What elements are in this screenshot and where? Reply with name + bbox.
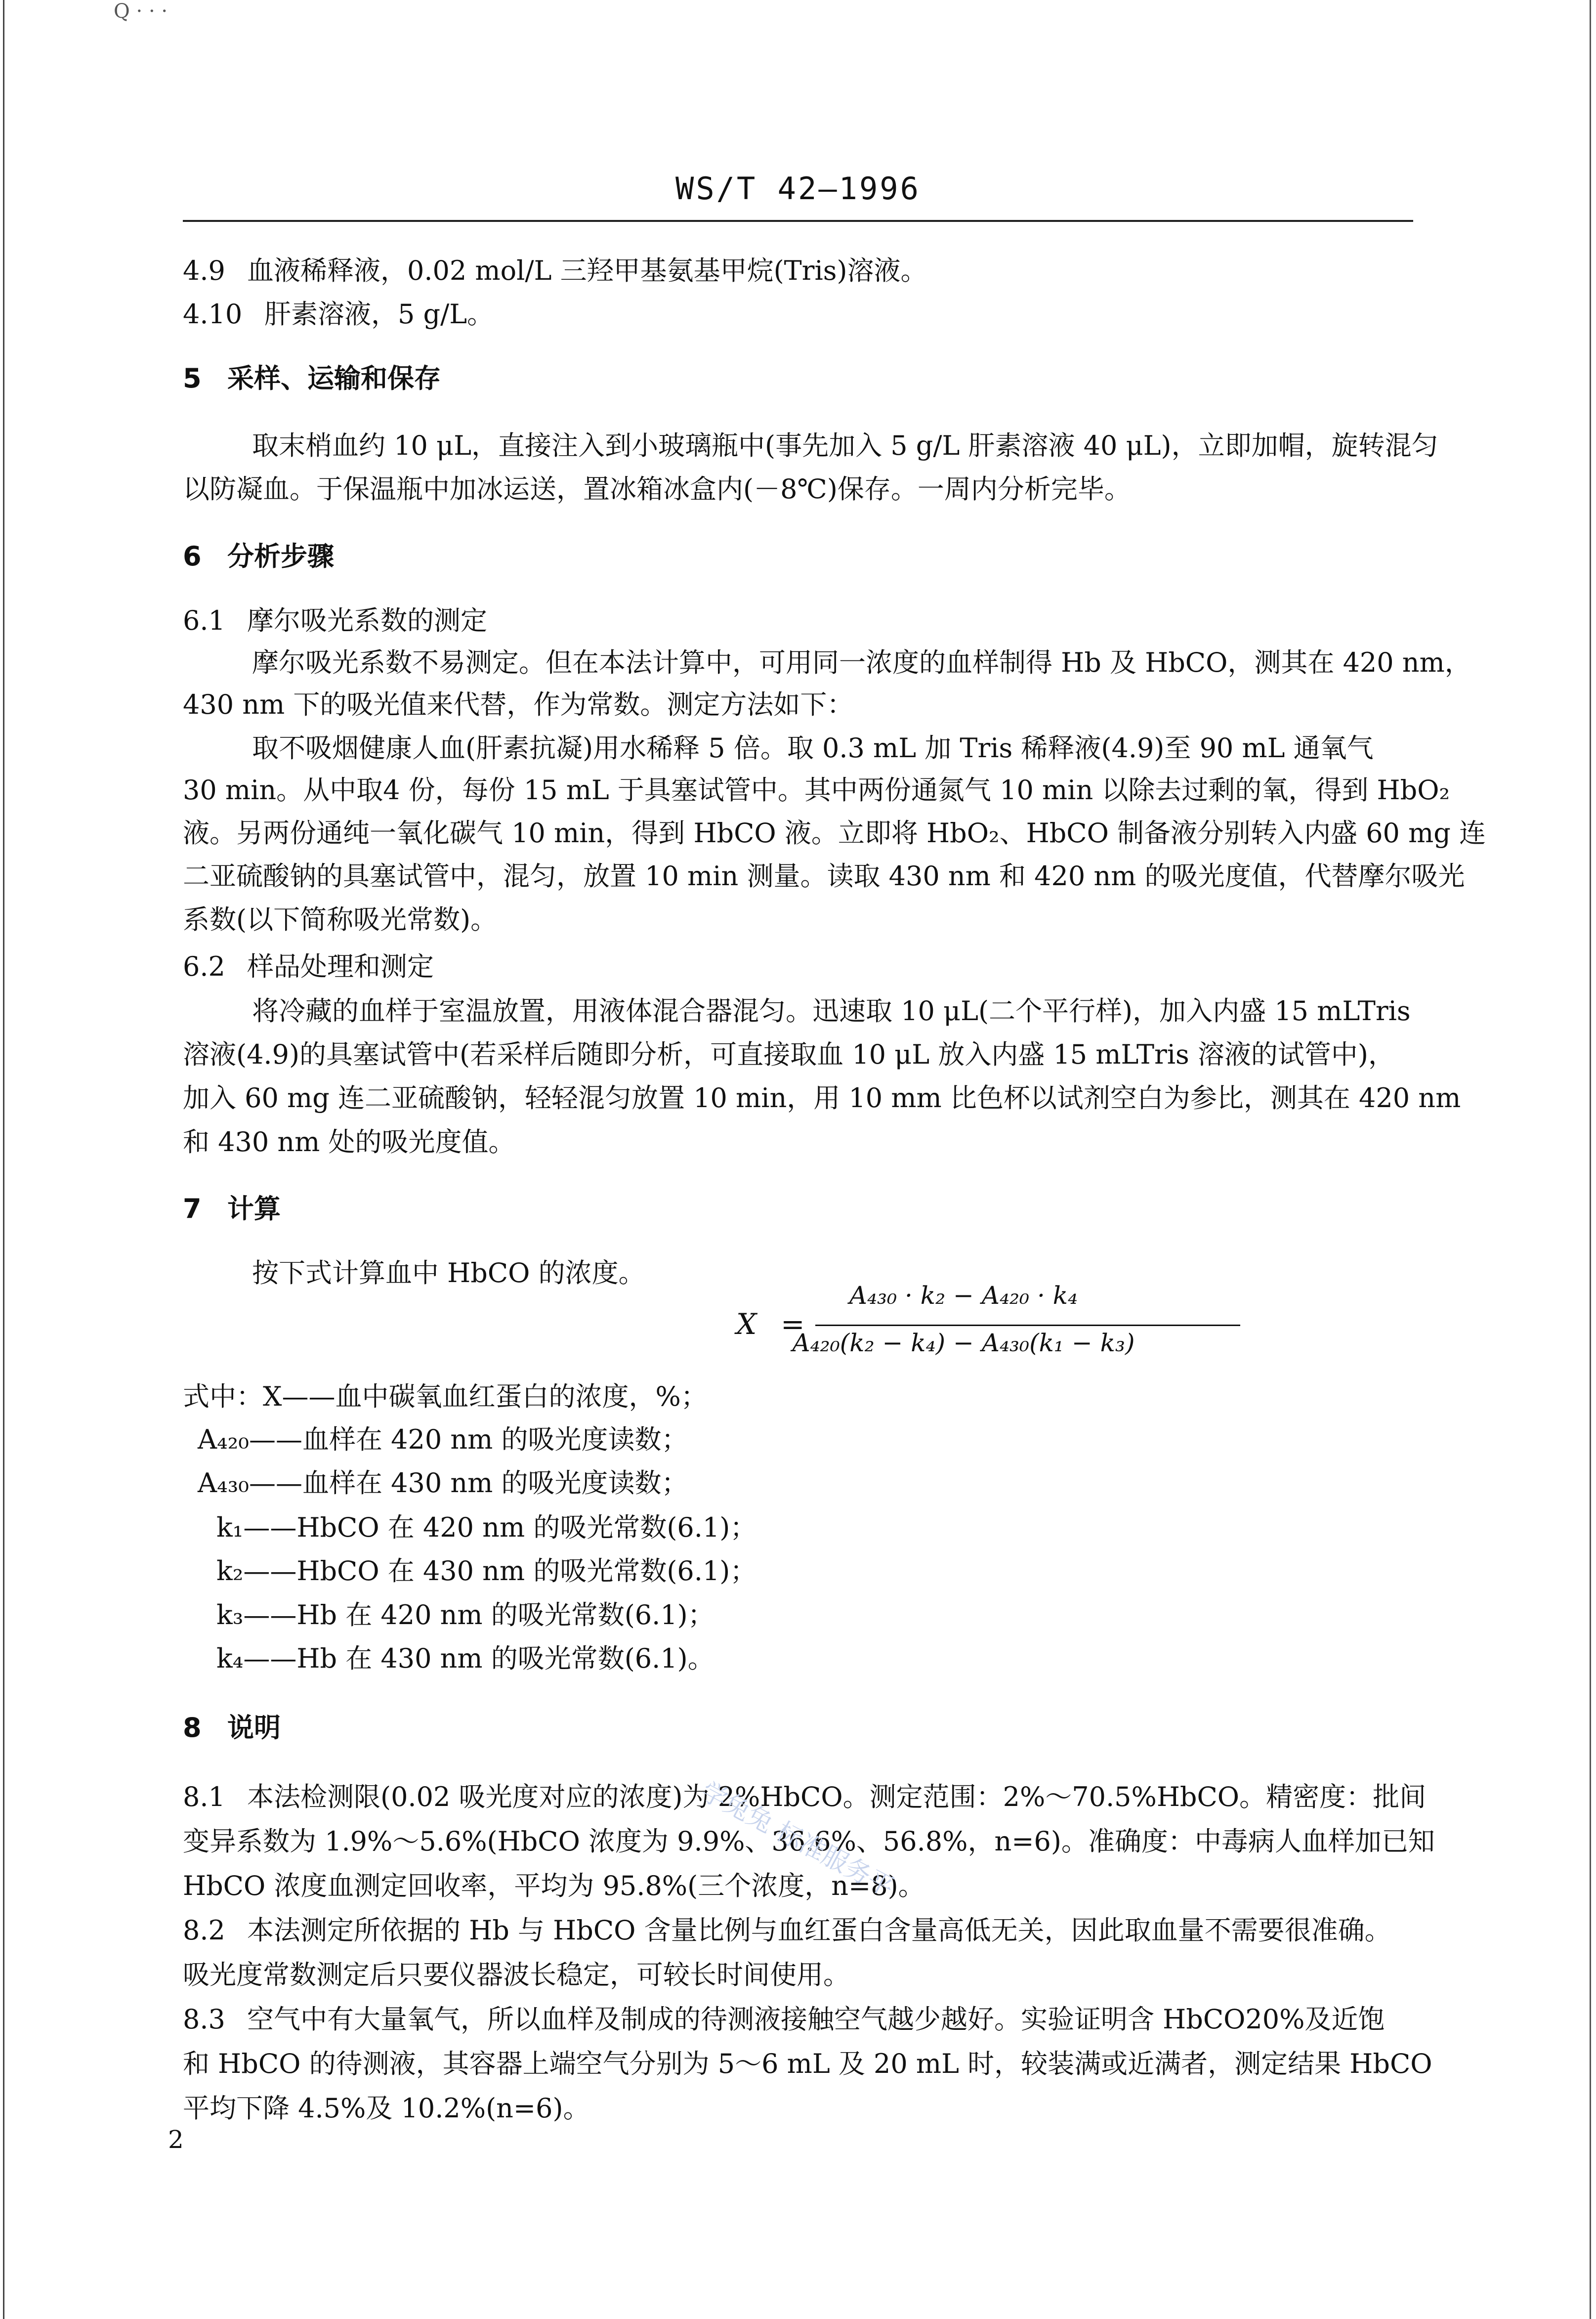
section-8-heading — [183, 1710, 281, 1746]
header-rule — [183, 220, 1413, 222]
hbco-formula — [548, 1281, 1240, 1359]
standard-code-header: WS/T 42—1996 — [675, 171, 921, 207]
paragraph-line: 取不吸烟健康人血(肝素抗凝)用水稀释 5 倍。取 0.3 mL 加 Tris 稀释液(4.9)至 90 mL 通氧气 — [252, 732, 1374, 764]
clause-number: 4.9 — [183, 255, 225, 286]
clause-number: 6.2 — [183, 951, 225, 982]
paragraph-line: 液。另两份通纯一氧化碳气 10 min，得到 HbCO 液。立即将 HbO₂、HbCO 制备液分别转入内盛 60 mg 连 — [183, 817, 1486, 849]
clause-text: 肝素溶液，5 g/L。 — [264, 299, 494, 330]
paragraph-line: 和 HbCO 的待测液，其容器上端空气分别为 5～6 mL 及 20 mL 时，较装满或近满者，测定结果 HbCO — [183, 2048, 1432, 2079]
where-line: k₂——HbCO 在 430 nm 的吸光常数(6.1)； — [216, 1555, 757, 1587]
paragraph-line: 摩尔吸光系数不易测定。但在本法计算中，可用同一浓度的血样制得 Hb 及 HbCO，测其在 420 nm， — [252, 647, 1471, 678]
scan-edge-line-left — [3, 0, 4, 2319]
paragraph-line: 430 nm 下的吸光值来代替，作为常数。测定方法如下： — [183, 689, 854, 720]
clause-number: 6.1 — [183, 605, 225, 636]
paragraph-line: 30 min。从中取4 份，每份 15 mL 于具塞试管中。其中两份通氮气 10 min 以除去过剩的氧，得到 HbO₂ — [183, 774, 1450, 806]
section-title: 分析步骤 — [227, 541, 334, 572]
fraction-bar — [815, 1325, 1240, 1326]
clause-4-9 — [183, 253, 927, 289]
formula-denominator: A₄₂₀(k₂ − k₄) − A₄₃₀(k₁ − k₃) — [792, 1329, 1135, 1357]
clause-title: 摩尔吸光系数的测定 — [247, 605, 487, 636]
where-line: A₄₃₀——血样在 430 nm 的吸光度读数； — [198, 1467, 688, 1499]
formula-numerator: A₄₃₀ · k₂ − A₄₂₀ · k₄ — [849, 1281, 1078, 1310]
clause-text: 空气中有大量氧气，所以血样及制成的待测液接触空气越少越好。实验证明含 HbCO20%及近饱 — [247, 2004, 1385, 2035]
section-number: 8 — [183, 1712, 202, 1743]
section-5-heading — [183, 361, 441, 396]
clause-8-2 — [183, 1913, 1391, 1948]
paragraph-line: 变异系数为 1.9%～5.6%(HbCO 浓度为 9.9%、36.6%、56.8%，n=6)。准确度：中毒病人血样加已知 — [183, 1826, 1435, 1857]
where-line: A₄₂₀——血样在 420 nm 的吸光度读数； — [198, 1424, 688, 1455]
clause-number: 8.2 — [183, 1915, 225, 1946]
formula-intro: 按下式计算血中 HbCO 的浓度。 — [252, 1257, 645, 1288]
clause-number: 4.10 — [183, 299, 243, 330]
section-number: 5 — [183, 363, 202, 394]
paragraph-line: 加入 60 mg 连二亚硫酸钠，轻轻混匀放置 10 min，用 10 mm 比色杯以试剂空白为参比，测其在 420 nm — [183, 1082, 1461, 1114]
clause-text: 血液稀释液，0.02 mol/L 三羟甲基氨基甲烷(Tris)溶液。 — [247, 255, 927, 286]
section-number: 7 — [183, 1193, 202, 1224]
clause-text: 本法测定所依据的 Hb 与 HbCO 含量比例与血红蛋白含量高低无关，因此取血量不需要很准确。 — [247, 1915, 1391, 1946]
watermark: 学兔兔 标准服务平 — [696, 1776, 899, 1903]
section-title: 采样、运输和保存 — [227, 363, 441, 394]
where-line: k₃——Hb 在 420 nm 的吸光常数(6.1)； — [216, 1599, 714, 1631]
clause-title: 样品处理和测定 — [247, 951, 434, 982]
where-line: 式中：X——血中碳氧血红蛋白的浓度，%； — [183, 1381, 708, 1412]
clause-8-1 — [183, 1779, 1426, 1815]
paragraph-line: HbCO 浓度血测定回收率，平均为 95.8%(三个浓度，n=8)。 — [183, 1870, 925, 1901]
paragraph-line: 溶液(4.9)的具塞试管中(若采样后随即分析，可直接取血 10 μL 放入内盛 15 mLTris 溶液的试管中)， — [183, 1039, 1395, 1070]
paragraph-line: 取末梢血约 10 μL，直接注入到小玻璃瓶中(事先加入 5 g/L 肝素溶液 40 μL)，立即加帽，旋转混匀 — [252, 430, 1438, 461]
section-7-heading — [183, 1191, 281, 1227]
paragraph-line: 以防凝血。于保温瓶中加冰运送，置冰箱冰盒内(－8℃)保存。一周内分析完毕。 — [183, 473, 1131, 505]
paragraph-line: 将冷藏的血样于室温放置，用液体混合器混匀。迅速取 10 μL(二个平行样)，加入内盛 15 mLTris — [252, 995, 1411, 1027]
clause-8-3 — [183, 2002, 1385, 2037]
paragraph-line: 和 430 nm 处的吸光度值。 — [183, 1126, 515, 1158]
section-6-heading — [183, 539, 334, 574]
section-title: 计算 — [227, 1193, 281, 1224]
section-number: 6 — [183, 541, 202, 572]
where-line: k₄——Hb 在 430 nm 的吸光常数(6.1)。 — [216, 1643, 714, 1674]
paragraph-line: 平均下降 4.5%及 10.2%(n=6)。 — [183, 2093, 590, 2124]
paragraph-line: 二亚硫酸钠的具塞试管中，混匀，放置 10 min 测量。读取 430 nm 和 420 nm 的吸光度值，代替摩尔吸光 — [183, 860, 1465, 892]
clause-4-10 — [183, 297, 494, 332]
clause-text: 本法检测限(0.02 吸光度对应的浓度)为 2%HbCO。测定范围：2%～70.5%HbCO。精密度：批间 — [247, 1781, 1427, 1812]
page-number: 2 — [168, 2125, 184, 2154]
scan-edge-line-right — [1590, 0, 1591, 2319]
clause-number: 8.3 — [183, 2004, 225, 2035]
corner-mark: Q · · · — [114, 0, 168, 23]
formula-equals: = — [781, 1307, 805, 1341]
clause-6-2-heading — [183, 949, 434, 985]
formula-lhs: X — [736, 1307, 757, 1341]
paragraph-line: 吸光度常数测定后只要仪器波长稳定，可较长时间使用。 — [183, 1959, 850, 1990]
clause-6-1-heading — [183, 603, 487, 639]
where-line: k₁——HbCO 在 420 nm 的吸光常数(6.1)； — [216, 1512, 757, 1543]
clause-number: 8.1 — [183, 1781, 225, 1812]
paragraph-line: 系数(以下简称吸光常数)。 — [183, 904, 498, 935]
section-title: 说明 — [227, 1712, 281, 1743]
